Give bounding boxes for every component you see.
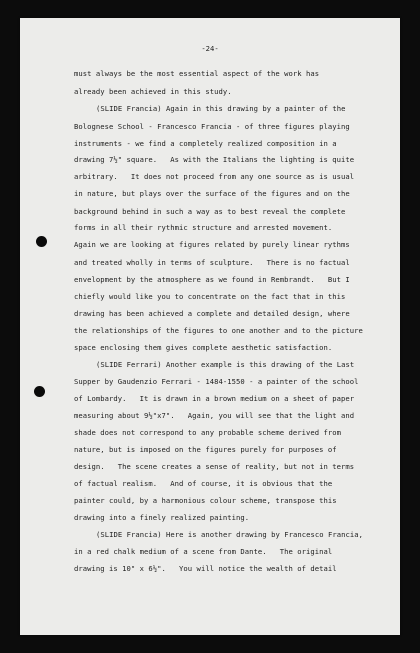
text-line: drawing into a finely realized painting. (74, 513, 250, 522)
text-line: instruments - we find a completely realized composition in a (74, 139, 337, 148)
text-line: (SLIDE Francia) Again in this drawing by a painter of the (96, 104, 346, 113)
text-line: Supper by Gaudenzio Ferrari - 1484-1550 - a painter of the school (74, 377, 359, 386)
text-line: Bolognese School - Francesco Francia - of three figures playing (74, 122, 350, 131)
text-line: of Lombardy. It is drawn in a brown medium on a sheet of paper (74, 394, 355, 403)
page-number: -24- (201, 44, 219, 53)
text-line: background behind in such a way as to best reveal the complete (74, 207, 346, 216)
text-line: Again we are looking at figures related by purely linear rythms (74, 240, 350, 249)
text-line: drawing has been achieved a complete and detailed design, where (74, 309, 350, 318)
text-line: of factual realism. And of course, it is obvious that the (74, 479, 333, 488)
text-line: the relationships of the figures to one another and to the picture (74, 326, 363, 335)
text-line: painter could, by a harmonious colour scheme, transpose this (74, 496, 337, 505)
text-line: in a red chalk medium of a scene from Dante. The original (74, 547, 333, 556)
text-line: measuring about 9½"x7". Again, you will see that the light and (74, 411, 355, 420)
text-line: nature, but is imposed on the figures purely for purposes of (74, 445, 337, 454)
text-line: envelopment by the atmosphere as we found in Rembrandt. But I (74, 275, 350, 284)
text-line: (SLIDE Francia) Here is another drawing by Francesco Francia, (96, 530, 364, 539)
text-line: chiefly would like you to concentrate on the fact that in this (74, 292, 346, 301)
text-line: drawing 7½" square. As with the Italians the lighting is quite (74, 155, 355, 164)
text-line: and treated wholly in terms of sculpture. There is no factual (74, 258, 350, 267)
text-line: already been achieved in this study. (74, 87, 232, 96)
text-line: design. The scene creates a sense of reality, but not in terms (74, 462, 355, 471)
text-line: space enclosing them gives complete aesthetic satisfaction. (74, 343, 333, 352)
punch-hole-bottom (34, 386, 45, 397)
text-line: arbitrary. It does not proceed from any one source as is usual (74, 172, 355, 181)
text-line: forms in all their rythmic structure and arrested movement. (74, 223, 333, 232)
text-line: shade does not correspond to any probable scheme derived from (74, 428, 342, 437)
text-line: drawing is 10" x 6½". You will notice the wealth of detail (74, 564, 337, 573)
text-line: must always be the most essential aspect of the work has (74, 69, 320, 78)
text-line: (SLIDE Ferrari) Another example is this drawing of the Last (96, 360, 355, 369)
text-line: in nature, but plays over the surface of the figures and on the (74, 189, 350, 198)
punch-hole-top (36, 236, 47, 247)
